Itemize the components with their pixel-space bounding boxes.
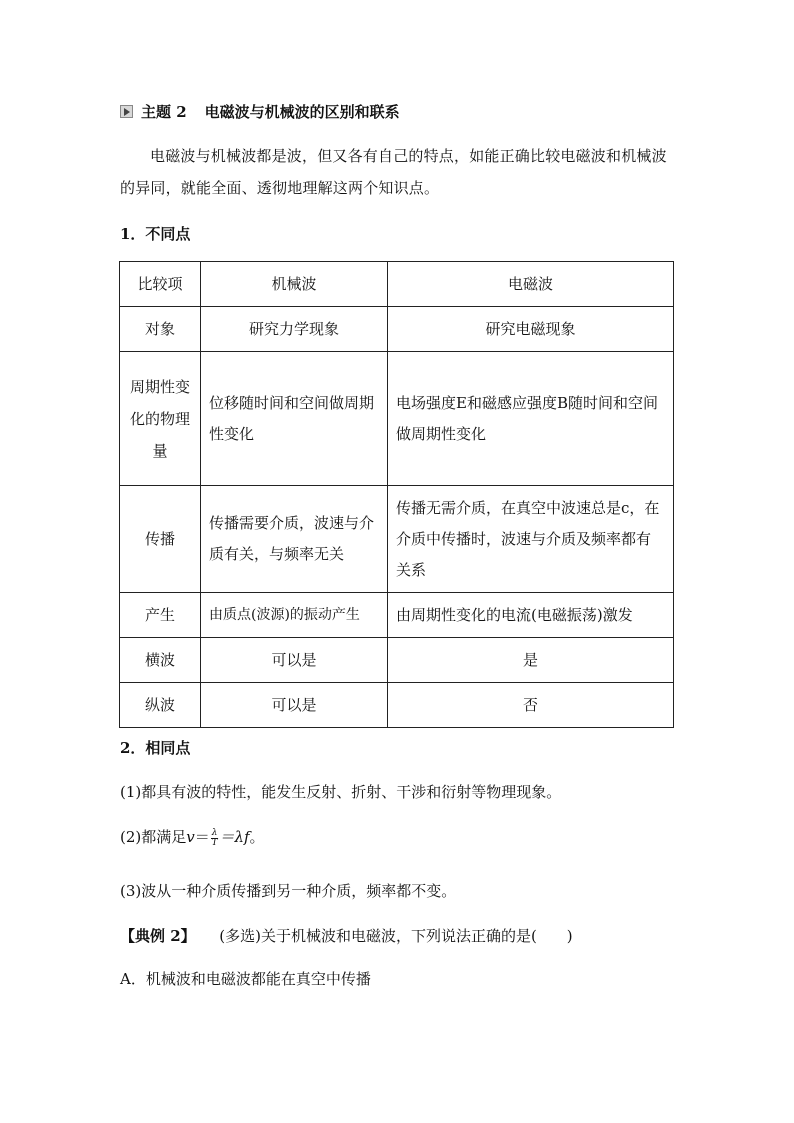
- row-mechanical: 研究力学现象: [201, 307, 388, 352]
- play-triangle-icon: [120, 105, 133, 118]
- row-electromagnetic: 由周期性变化的电流(电磁振荡)激发: [388, 593, 674, 638]
- point-2-end: 。: [249, 828, 265, 846]
- formula-eq1: ＝: [194, 828, 210, 846]
- fraction-denominator: T: [211, 837, 218, 848]
- formula-eq2: ＝λf: [219, 828, 250, 846]
- example-question: [120, 925, 573, 946]
- similarity-point-3: (3)波从一种介质传播到另一种介质，频率都不变。: [120, 882, 457, 900]
- row-electromagnetic: 传播无需介质，在真空中波速总是c，在介质中传播时，波速与介质及频率都有关系: [388, 486, 674, 593]
- row-item: 周期性变化的物理量: [120, 352, 201, 486]
- topic-title: 电磁波与机械波的区别和联系: [204, 103, 400, 121]
- formula-v: v: [186, 828, 195, 846]
- point-2-prefix: (2)都满足: [120, 828, 187, 846]
- row-electromagnetic: 研究电磁现象: [388, 307, 674, 352]
- row-item: 对象: [120, 307, 201, 352]
- example-tag: 【典例 2】: [120, 927, 196, 945]
- table-row: [120, 352, 674, 486]
- comparison-table: [119, 261, 674, 728]
- row-mechanical: 可以是: [201, 638, 388, 683]
- section-differences-heading: 1．不同点: [120, 225, 191, 243]
- row-electromagnetic: 电场强度E和磁感应强度B随时间和空间做周期性变化: [388, 352, 674, 486]
- example-text: (多选)关于机械波和电磁波，下列说法正确的是( ): [219, 927, 573, 945]
- table-row: [120, 638, 674, 683]
- row-mechanical: 位移随时间和空间做周期性变化: [201, 352, 388, 486]
- row-mechanical: 可以是: [201, 683, 388, 728]
- topic-label: 主题 2: [141, 103, 187, 121]
- fraction-numerator: λ: [211, 827, 218, 838]
- table-row: [120, 593, 674, 638]
- option-a: A．机械波和电磁波都能在真空中传播: [120, 970, 371, 988]
- section-similarities-heading: 2．相同点: [120, 739, 191, 757]
- table-header-row: [120, 262, 674, 307]
- formula-fraction: [211, 829, 219, 848]
- topic-heading: [120, 101, 400, 122]
- similarity-point-2: [120, 826, 265, 848]
- row-electromagnetic: 否: [388, 683, 674, 728]
- table-row: [120, 307, 674, 352]
- row-item: 传播: [120, 486, 201, 593]
- row-electromagnetic: 是: [388, 638, 674, 683]
- table-row: [120, 486, 674, 593]
- row-item: 产生: [120, 593, 201, 638]
- row-mechanical: 由质点(波源)的振动产生: [201, 593, 388, 638]
- row-item: 横波: [120, 638, 201, 683]
- table-row: [120, 683, 674, 728]
- header-cell-electromagnetic: 电磁波: [388, 262, 674, 307]
- similarity-point-1: (1)都具有波的特性，能发生反射、折射、干涉和衍射等物理现象。: [120, 783, 562, 801]
- header-cell-item: 比较项: [120, 262, 201, 307]
- header-cell-mechanical: 机械波: [201, 262, 388, 307]
- row-item: 纵波: [120, 683, 201, 728]
- row-mechanical: 传播需要介质，波速与介质有关，与频率无关: [201, 486, 388, 593]
- intro-paragraph: 电磁波与机械波都是波，但又各有自己的特点，如能正确比较电磁波和机械波的异同，就能全面、透彻地理解这两个知识点。: [120, 147, 667, 197]
